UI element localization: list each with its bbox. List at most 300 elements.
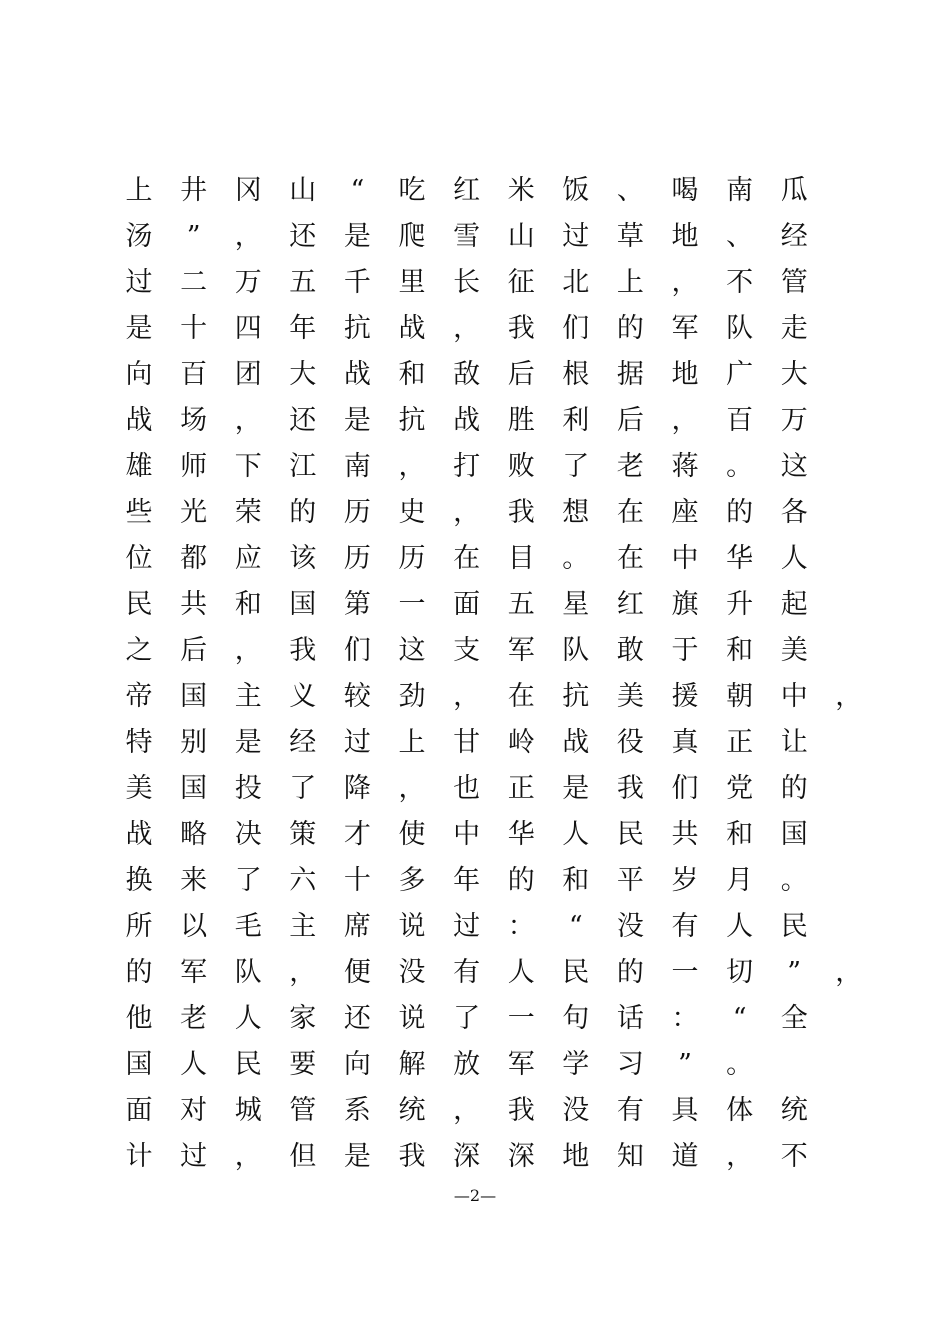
text-character: 地 <box>562 1141 590 1172</box>
text-character: 他 <box>125 1003 153 1034</box>
text-character: 荣 <box>234 497 262 528</box>
text-character: ， <box>234 221 262 252</box>
text-character: 我 <box>507 313 535 344</box>
text-character: 目 <box>507 543 535 574</box>
text-character: ： <box>507 911 535 942</box>
text-character: 我 <box>616 773 644 804</box>
text-character: 第 <box>343 589 371 620</box>
text-character: ， <box>234 1141 262 1172</box>
text-character: 后 <box>180 635 208 666</box>
text-character: 百 <box>180 359 208 390</box>
text-character: 里 <box>398 267 426 298</box>
text-character: 让 <box>780 727 808 758</box>
text-character: 席 <box>343 911 371 942</box>
text-character: 后 <box>616 405 644 436</box>
text-character: 甘 <box>453 727 481 758</box>
text-character: ” <box>787 957 802 988</box>
text-character: 来 <box>180 865 208 896</box>
text-character: 要 <box>289 1049 317 1080</box>
text-line <box>124 766 844 812</box>
text-character: 们 <box>562 313 590 344</box>
text-character: 习 <box>616 1049 644 1080</box>
text-character: 的 <box>289 497 317 528</box>
text-character: 帝 <box>125 681 153 712</box>
text-character: 多 <box>398 865 426 896</box>
text-character: 南 <box>343 451 371 482</box>
text-line <box>124 444 844 490</box>
text-character: 爬 <box>398 221 426 252</box>
text-character: 们 <box>671 773 699 804</box>
text-character: 国 <box>780 819 808 850</box>
text-character: 役 <box>616 727 644 758</box>
text-character: 以 <box>180 911 208 942</box>
text-character: 四 <box>234 313 262 344</box>
text-line <box>124 260 844 306</box>
text-character: 星 <box>562 589 590 620</box>
text-line <box>124 858 844 904</box>
text-character: 的 <box>780 773 808 804</box>
text-character: 想 <box>562 497 590 528</box>
text-character: ， <box>453 313 481 344</box>
text-character: 是 <box>343 405 371 436</box>
text-character: 六 <box>289 865 317 896</box>
text-character: 说 <box>398 1003 426 1034</box>
body-text <box>124 168 863 1180</box>
text-character: 草 <box>616 221 644 252</box>
text-character: 学 <box>562 1049 590 1080</box>
text-character: 说 <box>398 911 426 942</box>
text-character: 战 <box>562 727 590 758</box>
text-character: 平 <box>616 865 644 896</box>
text-character: 队 <box>562 635 590 666</box>
text-character: 广 <box>726 359 754 390</box>
text-character: 利 <box>562 405 590 436</box>
text-character: 二 <box>180 267 208 298</box>
text-character: 民 <box>616 819 644 850</box>
text-character: ， <box>234 405 262 436</box>
text-character: 在 <box>616 497 644 528</box>
text-line <box>124 1134 844 1180</box>
text-character: 特 <box>125 727 153 758</box>
text-character: 和 <box>562 865 590 896</box>
text-character: 战 <box>453 405 481 436</box>
text-character: 十 <box>180 313 208 344</box>
text-character: 体 <box>726 1095 754 1126</box>
text-line <box>124 582 844 628</box>
text-character: 一 <box>398 589 426 620</box>
text-character: 胜 <box>507 405 535 436</box>
text-line <box>124 1042 844 1088</box>
text-character: 大 <box>289 359 317 390</box>
text-character: 过 <box>562 221 590 252</box>
text-character: 一 <box>671 957 699 988</box>
text-character: 我 <box>398 1141 426 1172</box>
text-character: 都 <box>180 543 208 574</box>
text-character: 年 <box>453 865 481 896</box>
text-character: 较 <box>343 681 371 712</box>
text-character: ， <box>398 451 426 482</box>
text-character: 蒋 <box>671 451 699 482</box>
text-character: ” <box>186 221 201 252</box>
text-character: 中 <box>453 819 481 850</box>
text-character: 五 <box>507 589 535 620</box>
text-character: 城 <box>234 1095 262 1126</box>
text-character: 队 <box>726 313 754 344</box>
text-character: 的 <box>125 957 153 988</box>
text-character: ， <box>398 773 426 804</box>
text-character: 吃 <box>398 175 426 206</box>
text-character: 在 <box>507 681 535 712</box>
text-character: 过 <box>343 727 371 758</box>
text-character: 江 <box>289 451 317 482</box>
text-character: 走 <box>780 313 808 344</box>
text-character: 这 <box>398 635 426 666</box>
text-character: 有 <box>453 957 481 988</box>
text-character: 道 <box>671 1141 699 1172</box>
text-character: 军 <box>507 635 535 666</box>
text-character: 们 <box>343 635 371 666</box>
text-character: 面 <box>125 1095 153 1126</box>
text-character: 正 <box>507 773 535 804</box>
text-line <box>124 674 863 720</box>
text-character: 战 <box>125 819 153 850</box>
text-character: 这 <box>780 451 808 482</box>
text-character: 和 <box>726 635 754 666</box>
text-character: 山 <box>507 221 535 252</box>
text-character: 中 <box>780 681 808 712</box>
text-character: 是 <box>343 221 371 252</box>
text-character: 红 <box>616 589 644 620</box>
text-line <box>124 812 844 858</box>
text-character: 红 <box>453 175 481 206</box>
text-character: 起 <box>780 589 808 620</box>
text-character: 旗 <box>671 589 699 620</box>
text-character: 历 <box>343 497 371 528</box>
text-character: 瓜 <box>780 175 808 206</box>
text-character: 我 <box>507 1095 535 1126</box>
text-character: 千 <box>343 267 371 298</box>
text-character: 没 <box>562 1095 590 1126</box>
text-character: 才 <box>343 819 371 850</box>
text-character: 座 <box>671 497 699 528</box>
text-character: 战 <box>343 359 371 390</box>
text-character: 升 <box>726 589 754 620</box>
text-character: 对 <box>180 1095 208 1126</box>
text-character: 汤 <box>125 221 153 252</box>
text-line <box>124 214 844 260</box>
text-character: 我 <box>289 635 317 666</box>
text-character: 长 <box>453 267 481 298</box>
text-line <box>124 1088 844 1134</box>
text-character: 但 <box>289 1141 317 1172</box>
text-character: 人 <box>726 911 754 942</box>
text-character: 还 <box>289 405 317 436</box>
text-character: 大 <box>780 359 808 390</box>
text-character: 过 <box>453 911 481 942</box>
text-character: 米 <box>507 175 535 206</box>
text-character: 在 <box>616 543 644 574</box>
text-character: 具 <box>671 1095 699 1126</box>
text-character: ， <box>835 957 863 988</box>
text-character: 所 <box>125 911 153 942</box>
text-character: 师 <box>180 451 208 482</box>
text-character: 是 <box>562 773 590 804</box>
text-character: ， <box>453 681 481 712</box>
text-character: 之 <box>125 635 153 666</box>
text-character: 的 <box>507 865 535 896</box>
text-line <box>124 720 844 766</box>
text-character: 句 <box>562 1003 590 1034</box>
text-character: 万 <box>234 267 262 298</box>
text-character: 了 <box>289 773 317 804</box>
text-character: 统 <box>780 1095 808 1126</box>
text-character: 是 <box>234 727 262 758</box>
text-character: 年 <box>289 313 317 344</box>
text-character: 后 <box>507 359 535 390</box>
text-character: ， <box>453 1095 481 1126</box>
text-character: 经 <box>289 727 317 758</box>
text-character: 知 <box>616 1141 644 1172</box>
text-character: 面 <box>453 589 481 620</box>
text-character: 南 <box>726 175 754 206</box>
page-number: —2— <box>453 1186 497 1205</box>
text-line <box>124 168 844 214</box>
text-character: 光 <box>180 497 208 528</box>
text-character: 家 <box>289 1003 317 1034</box>
text-character: 也 <box>453 773 481 804</box>
text-character: 华 <box>507 819 535 850</box>
text-character: 打 <box>453 451 481 482</box>
text-character: 还 <box>289 221 317 252</box>
text-character: 策 <box>289 819 317 850</box>
text-character: 据 <box>616 359 644 390</box>
text-character: 军 <box>180 957 208 988</box>
text-character: 华 <box>726 543 754 574</box>
text-character: 北 <box>562 267 590 298</box>
text-character: 话 <box>616 1003 644 1034</box>
text-character: 美 <box>125 773 153 804</box>
text-character: 使 <box>398 819 426 850</box>
text-character: 我 <box>507 497 535 528</box>
text-character: 。 <box>562 543 590 574</box>
text-line <box>124 904 844 950</box>
text-character: 该 <box>289 543 317 574</box>
text-character: 军 <box>507 1049 535 1080</box>
text-character: ， <box>234 635 262 666</box>
text-character: 井 <box>180 175 208 206</box>
text-character: 的 <box>726 497 754 528</box>
text-character: 是 <box>125 313 153 344</box>
text-character: 国 <box>180 681 208 712</box>
text-character: 美 <box>780 635 808 666</box>
text-character: 降 <box>343 773 371 804</box>
text-character: 中 <box>671 543 699 574</box>
text-character: 主 <box>289 911 317 942</box>
text-character: 下 <box>234 451 262 482</box>
text-character: 在 <box>453 543 481 574</box>
text-character: 统 <box>398 1095 426 1126</box>
text-character: 军 <box>671 313 699 344</box>
text-character: 百 <box>726 405 754 436</box>
text-character: 深 <box>453 1141 481 1172</box>
text-character: 征 <box>507 267 535 298</box>
text-character: 和 <box>398 359 426 390</box>
text-character: 系 <box>343 1095 371 1126</box>
text-character: 上 <box>616 267 644 298</box>
text-character: 人 <box>234 1003 262 1034</box>
text-character: 切 <box>726 957 754 988</box>
text-character: 人 <box>180 1049 208 1080</box>
text-character: 敌 <box>453 359 481 390</box>
text-character: 国 <box>289 589 317 620</box>
text-character: 的 <box>616 313 644 344</box>
text-character: ： <box>671 1003 699 1034</box>
text-character: 十 <box>343 865 371 896</box>
text-character: 于 <box>671 635 699 666</box>
text-character: 义 <box>289 681 317 712</box>
text-character: 毛 <box>234 911 262 942</box>
text-character: 。 <box>726 1049 754 1080</box>
text-character: “ <box>350 175 365 206</box>
text-character: 美 <box>616 681 644 712</box>
text-character: 是 <box>343 1141 371 1172</box>
text-character: 上 <box>125 175 153 206</box>
text-line <box>124 306 844 352</box>
text-character: 人 <box>507 957 535 988</box>
text-character: 老 <box>616 451 644 482</box>
text-character: 朝 <box>726 681 754 712</box>
text-character: “ <box>732 1003 747 1034</box>
text-character: 败 <box>507 451 535 482</box>
text-character: 略 <box>180 819 208 850</box>
text-character: 万 <box>780 405 808 436</box>
text-character: 五 <box>289 267 317 298</box>
text-character: 敢 <box>616 635 644 666</box>
text-character: 团 <box>234 359 262 390</box>
text-character: 全 <box>780 1003 808 1034</box>
text-character: 月 <box>726 865 754 896</box>
text-character: 地 <box>671 359 699 390</box>
text-character: 过 <box>125 267 153 298</box>
text-character: 山 <box>289 175 317 206</box>
text-character: 史 <box>398 497 426 528</box>
text-character: 党 <box>726 773 754 804</box>
text-character: ， <box>671 267 699 298</box>
text-line <box>124 398 844 444</box>
text-character: 管 <box>780 267 808 298</box>
text-character: 民 <box>125 589 153 620</box>
text-line <box>124 950 863 996</box>
text-character: 各 <box>780 497 808 528</box>
text-character: ， <box>726 1141 754 1172</box>
text-character: 、 <box>726 221 754 252</box>
text-character: “ <box>568 911 583 942</box>
text-character: 有 <box>671 911 699 942</box>
text-character: ， <box>835 681 863 712</box>
text-character: 国 <box>180 773 208 804</box>
text-character: 劲 <box>398 681 426 712</box>
text-character: 主 <box>234 681 262 712</box>
text-character: 正 <box>726 727 754 758</box>
text-character: ， <box>671 405 699 436</box>
text-line <box>124 490 844 536</box>
text-character: 计 <box>125 1141 153 1172</box>
text-character: 历 <box>398 543 426 574</box>
text-character: 岁 <box>671 865 699 896</box>
text-character: 喝 <box>671 175 699 206</box>
text-character: 队 <box>234 957 262 988</box>
text-character: 、 <box>616 175 644 206</box>
text-character: 饭 <box>562 175 590 206</box>
text-character: 了 <box>453 1003 481 1034</box>
text-character: 投 <box>234 773 262 804</box>
text-character: ， <box>289 957 317 988</box>
text-character: 战 <box>125 405 153 436</box>
text-character: 地 <box>671 221 699 252</box>
text-character: 。 <box>780 865 808 896</box>
text-line <box>124 628 844 674</box>
text-character: 战 <box>398 313 426 344</box>
text-character: 过 <box>180 1141 208 1172</box>
text-character: 真 <box>671 727 699 758</box>
text-character: 换 <box>125 865 153 896</box>
text-character: 的 <box>616 957 644 988</box>
text-character: 没 <box>616 911 644 942</box>
text-character: 民 <box>562 957 590 988</box>
text-character: 国 <box>125 1049 153 1080</box>
text-character: 经 <box>780 221 808 252</box>
text-character: 解 <box>398 1049 426 1080</box>
text-character: 人 <box>562 819 590 850</box>
text-character: 人 <box>780 543 808 574</box>
text-character: 向 <box>125 359 153 390</box>
text-character: 向 <box>343 1049 371 1080</box>
text-line <box>124 996 844 1042</box>
text-character: 放 <box>453 1049 481 1080</box>
text-character: 支 <box>453 635 481 666</box>
text-character: 援 <box>671 681 699 712</box>
text-character: 便 <box>343 957 371 988</box>
text-character: 冈 <box>234 175 262 206</box>
text-character: 抗 <box>343 313 371 344</box>
text-character: 决 <box>234 819 262 850</box>
text-character: 根 <box>562 359 590 390</box>
text-character: 一 <box>507 1003 535 1034</box>
text-character: 。 <box>726 451 754 482</box>
text-character: 不 <box>726 267 754 298</box>
text-character: 共 <box>180 589 208 620</box>
text-character: 还 <box>343 1003 371 1034</box>
text-line <box>124 352 844 398</box>
text-character: 共 <box>671 819 699 850</box>
text-line <box>124 536 844 582</box>
text-character: 有 <box>616 1095 644 1126</box>
text-character: 了 <box>562 451 590 482</box>
text-character: 和 <box>726 819 754 850</box>
text-character: 雪 <box>453 221 481 252</box>
text-character: 管 <box>289 1095 317 1126</box>
text-character: 老 <box>180 1003 208 1034</box>
text-character: 没 <box>398 957 426 988</box>
text-character: ， <box>453 497 481 528</box>
text-character: 和 <box>234 589 262 620</box>
text-character: 别 <box>180 727 208 758</box>
text-character: 应 <box>234 543 262 574</box>
text-character: 抗 <box>398 405 426 436</box>
text-character: 场 <box>180 405 208 436</box>
text-character: 不 <box>780 1141 808 1172</box>
text-character: ” <box>678 1049 692 1080</box>
